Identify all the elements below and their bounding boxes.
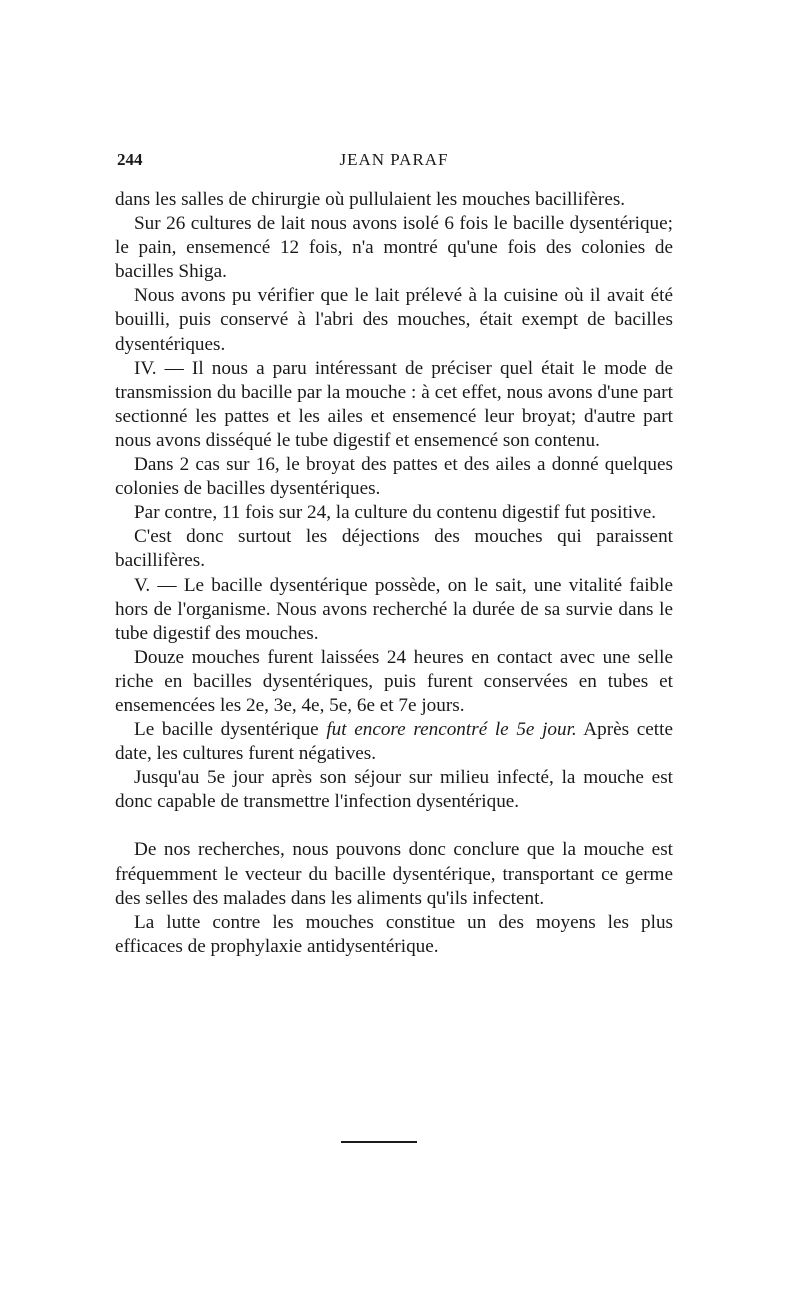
paragraph-section-v: V. — Le bacille dysentérique possède, on le sait, une vitalité faible hors de l'organisme. Nous avons recherché la durée de sa survie dans le tube digestif des mouches. — [115, 574, 673, 644]
paragraph: La lutte contre les mouches constitue un des moyens les plus efficaces de prophylaxie antidysentérique. — [115, 911, 673, 957]
paragraph: Sur 26 cultures de lait nous avons isolé 6 fois le bacille dysentérique; le pain, ensemencé 12 fois, n'a montré qu'une fois des colonies de bacilles Shiga. — [115, 213, 673, 283]
paragraph-conclusion: De nos recherches, nous pouvons donc conclure que la mouche est fréquemment le vecteur du bacille dysentérique, transportant ce germe des selles des malades dans les aliments qu'ils infectent. — [115, 839, 673, 909]
paragraph — [115, 718, 673, 766]
paragraph: C'est donc surtout les déjections des mouches qui paraissent bacillifères. — [115, 526, 673, 572]
paragraph: Dans 2 cas sur 16, le broyat des pattes et des ailes a donné quelques colonies de bacilles dysentériques. — [115, 454, 673, 500]
paragraph: Douze mouches furent laissées 24 heures en contact avec une selle riche en bacilles dysentériques, puis furent conservées en tubes et ensemencées les 2e, 3e, 4e, 5e, 6e et 7e jours. — [115, 646, 673, 716]
body-text — [115, 188, 673, 959]
paragraph-section-iv: IV. — Il nous a paru intéressant de préciser quel était le mode de transmission du bacille par la mouche : à cet effet, nous avons d'une part sectionné les pattes et les ailes et ensemencé leur broyat; d'autre part nous avons disséqué le tube digestif et ensemencé son contenu. — [115, 357, 673, 451]
closing-rule — [341, 1141, 417, 1143]
paragraph: dans les salles de chirurgie où pullulaient les mouches bacillifères. — [115, 189, 626, 210]
text-run: Après cette date, les cultures furent négatives. — [115, 719, 673, 765]
paragraph: Nous avons pu vérifier que le lait prélevé à la cuisine où il avait été bouilli, puis conservé à l'abri des mouches, était exempt de bacilles dysentériques. — [115, 285, 673, 355]
italic-phrase: fut encore rencontré le 5e jour. — [326, 719, 577, 741]
paragraph: Jusqu'au 5e jour après son séjour sur milieu infecté, la mouche est donc capable de transmettre l'infection dysentérique. — [115, 767, 673, 813]
text-run: Le bacille dysentérique — [134, 719, 327, 741]
page-number: 244 — [117, 150, 143, 169]
running-title: JEAN PARAF — [339, 150, 449, 169]
paragraph: Par contre, 11 fois sur 24, la culture du contenu digestif fut positive. — [134, 502, 657, 524]
page-header — [115, 150, 673, 174]
